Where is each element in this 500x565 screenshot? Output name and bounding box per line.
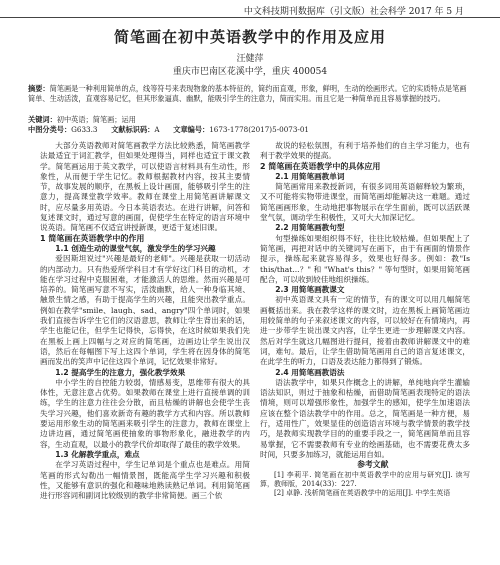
paragraph-2-2: 句型操练如果组织得不好，往往比较枯燥。但如果配上了简笔画，再把对话中的关键词写在画下，由于有画面的情景作提示，操练起来就容易得多，效果也好得多。例如：教"Is this/that...？" 和 "What's this？" 等句型时，如果用简笔画配合，可以收到较佳地组织操练。	[260, 233, 470, 284]
keywords	[28, 115, 473, 125]
paragraph-1-2: 中小学生的自控能力较弱，情感易变，思维带有很大的具体性，无意注意占优势。如果教师在课堂上进行直接单调的训练，学生的注意力往往会分散，而且枯燥的讲解也会使学生丧失学习兴趣，他们喜欢新奇有趣的教学方式和内容。所以教师要运用形象生动的简笔画来吸引学生的注意力，教师在课堂上边讲边画，通过简笔画使抽象的事物形象化，融进教学的内容，生动直观，以最小的教学代价却取得了最佳的教学效果。	[40, 377, 250, 449]
abstract-label: 摘要：	[28, 84, 50, 93]
left-column	[40, 141, 250, 501]
paragraph-1-3: 在学习英语过程中，学生记单词是个重点也是难点。用简笔画的形式勾勒出一幅情景图，既能高学生学习兴趣和积极性，又能够有意识的强化和趣味地熟读熟记单词。利用简笔画进行形容词和副词比较级别的教学非常简便。画三个依	[40, 460, 250, 501]
subsection-heading-2-3: 2.3 用简笔画教课文	[275, 285, 345, 295]
journal-header	[0, 0, 500, 18]
right-column	[260, 141, 470, 498]
subsection-heading-2-1: 2.1 用简笔画教单词	[275, 171, 345, 181]
clc-value: G633.3	[71, 125, 98, 134]
classification-line	[28, 125, 473, 135]
article-title: 简笔画在初中英语教学中的作用及应用	[113, 28, 386, 46]
paragraph-continued: 故说的轻松氛围，有利于培养他们的自主学习能力，也有利于教学效果的提高。	[260, 141, 470, 161]
keywords-text: 初中英语；简笔画；运用	[56, 115, 136, 124]
subsection-heading-2-2: 2.2 用简笔画教句型	[275, 223, 345, 233]
paragraph-2-4: 语法教学中，如果只作概念上的讲解，单纯地向学生灌输语法知识，则过于抽象和枯燥，而借助简笔画表现特定的语法情境，则可以增强形象性，加强学生的感知，使学生加速语法应该在整个语法教学中的作用。总之，简笔画是一种方便，易行，适用性广，效果显佳的创造语言环境与教学情景的教学技巧，是教师实现教学目的的重要手段之一，简笔画简单而且容易掌握，它不需要教师有专业的绘画基础，也不需要花费太多时间，只要多加练习，就能运用自如。	[260, 377, 470, 459]
article-number-label: 文章编号：	[173, 125, 210, 134]
reference-item: [1] 李莉平. 简笔画在初中英语教学中的应用与研究[J]. 读写算，教师版，2014(33)：227.	[260, 470, 470, 488]
abstract	[28, 84, 473, 104]
article-number-value: 1673-1778(2017)5-0073-01	[209, 125, 309, 134]
article-author: 汪健萍	[236, 54, 264, 64]
subsection-heading-2-4: 2.4 用简笔画教语法	[275, 367, 345, 377]
reference-item: [2] 卓静. 浅析简笔画在英语教学中的运用[J]. 中学生英语	[274, 488, 451, 497]
paragraph-1-1: 爱因斯坦说过"兴趣是最好的老师"。兴趣是获取一切活动的内部动力。只有热爱所学科目才有学好这门科目的动机，才能在学习过程中克服困难，才能激活人的思维。然而兴趣是可培养的。简笔画写意不写实，活泼幽默，给人一种身临其境、触景生情之感，有助于提高学生的兴趣，且能突出教学重点。例如在教学"smile、laugh、sad、angry"四个单词时，如果我们直接告诉学生它们的汉语意思，教师让学生背出来的话，学生也能记住，但学生记得快，忘得快，在这时候如果我们先在黑板上画上四幅与之对应的简笔画，边画边让学生说出汉语，然后在每幅图下写上这四个单词，学生将在因身体的简笔画而发出的笑声中记住这四个单词，记忆效果非常好。	[40, 254, 250, 367]
doc-code-value: A	[154, 125, 160, 134]
doc-code-label: 文献标识码：	[111, 125, 155, 134]
keywords-label: 关键词：	[28, 115, 57, 124]
article-affiliation: 重庆市巴南区花溪中学，重庆 400054	[172, 67, 328, 77]
journal-header-text: 中文科技期刊数据库（引文版）社会科学 2017 年 5 月	[243, 7, 464, 17]
references-heading: 参考文献	[357, 460, 389, 470]
subsection-heading-1-1: 1.1 创造生动的课堂气氛，激发学生的学习兴趣	[55, 243, 216, 253]
abstract-text: 简笔画是一种利用简单的点，线等符号来表现物象的基本特征的，简约而直观，形象，鲜明，生动的绘画形式。它的实质特点是笔画简单、生动活泼，直观容易记忆，但其形象逼真、幽默，能吸引学生的注意力，简而实用。而且它是一种简单而且容易掌握的技巧。	[28, 84, 467, 103]
section-heading-1: 1 简笔画在英语教学中的作用	[40, 233, 145, 243]
subsection-heading-1-3: 1.3 化解教学重点，难点	[55, 449, 140, 459]
paragraph-2-3: 初中英语课文具有一定的情节，有的课文可以用几幅简笔画概括出来。我在教学这样的课文时，边在黑板上画简笔画边用较简单的句子来叙述课文的内容，可以较好在有情境内，再进一步带学生说出课文内容，让学生更进一步理解课文内容。然后对学生就这几幅图进行提问，接着由教师讲解课文中的难词，难句。最后，让学生借助简笔画用自己的语言复述课文，在此学生的听力，口语及表达能力都得到了锻炼。	[260, 295, 470, 367]
subsection-heading-1-2: 1.2 提高学生的注意力，强化教学效果	[55, 367, 186, 377]
clc-label: 中图分类号：	[28, 125, 72, 134]
section-heading-2: 2 简笔画在英语教学中的具体应用	[260, 161, 381, 171]
paragraph-2-1: 简笔画常用来教授新词，有很多词用英语解释较为繁琐，又不可能将实物带进课堂，而简笔画却能解决这一难题。通过简笔画画形象，生动地把事物展示在学生面前，既可以活跃课堂气氛，调动学生积极性，又可大大加深记忆。	[260, 182, 470, 223]
intro-paragraph: 大部分英语教师对简笔画教学方法比较熟悉，简笔画教学法最适宜于词汇教学，但如果处理得当，同样也适宜于课文教学。简笔画运用于英文教学，可以使语言材料具有生动性，形象性，从而便于学生记忆。教师根据教材内容，按其主要情节，故事发展的顺序，在黑板上设计画面，能够吸引学生的注意力，提高课堂教学效率。教师在课堂上用简笔画讲解课文时，应尽量多用英语。今日本英语表达。在进行讲解，问答和复述课文时，通过写意的画面，促使学生在特定的语言环境中说英语。简笔画不仅适宜讲授新课，更适于复述旧课。	[40, 141, 250, 233]
